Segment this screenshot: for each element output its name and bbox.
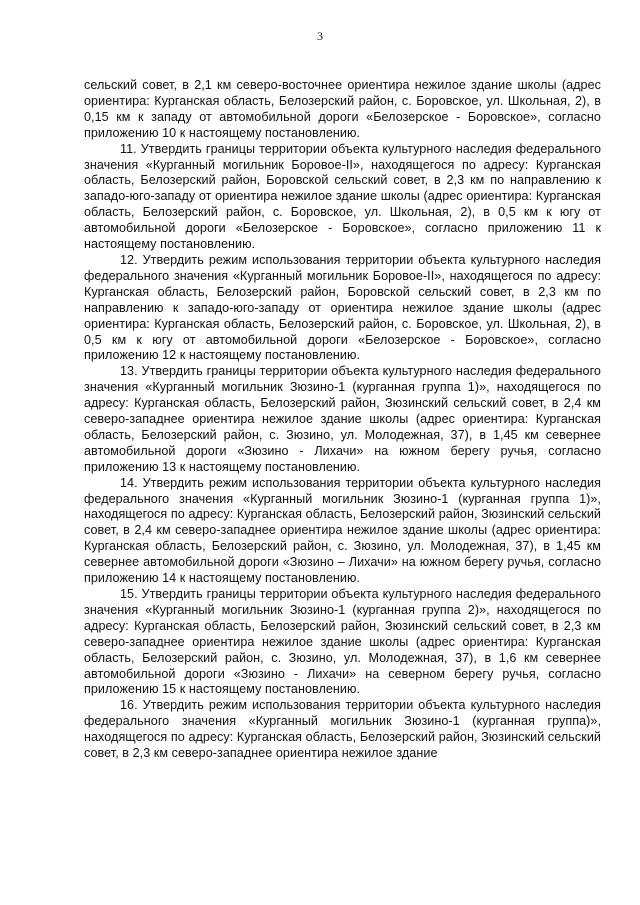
paragraph-item-14: 14. Утвердить режим использования территории объекта культурного наследия федерального значения «Курганный могильник Зюзино-1 (курганная группа 1)», находящегося по адресу: Курганская область, Белозерский район, Зюзинский сельский совет, в 2,4 км северо-западнее ориентира нежилое здание школы (адрес ориентира: Курганская область, Белозерский район, с. Зюзино, ул. Молодежная, 37), в 1,45 км севернее автомобильной дороги «Зюзино – Лихачи» на южном берегу ручья, согласно приложению 14 к настоящему постановлению.	[84, 475, 601, 586]
page-number: 3	[317, 29, 323, 43]
paragraph-item-12: 12. Утвердить режим использования территории объекта культурного наследия федерального значения «Курганный могильник Боровое-II», находящегося по адресу: Курганская область, Белозерский район, Боровской сельский совет, в 2,3 км по направлению к западо-юго-западу от ориентира нежилое здание школы (адрес ориентира: Курганская область, Белозерский район, с. Боровское, ул. Школьная, 2), в 0,5 км к югу от автомобильной дороги «Белозерское - Боровское», согласно приложению 12 к настоящему постановлению.	[84, 252, 601, 363]
document-body	[84, 78, 601, 762]
paragraph-continuation: сельский совет, в 2,1 км северо-восточнее ориентира нежилое здание школы (адрес ориентира: Курганская область, Белозерский район, с. Боровское, ул. Школьная, 2), в 0,15 км к западу от автомобильной дороги «Белозерское - Боровское», согласно приложению 10 к настоящему постановлению.	[84, 78, 601, 140]
paragraph-item-11: 11. Утвердить границы территории объекта культурного наследия федерального значения «Курганный могильник Боровое-II», находящегося по адресу: Курганская область, Белозерский район, Боровской сельский совет, в 2,3 км по направлению к западо-юго-западу от ориентира нежилое здание школы (адрес ориентира: Курганская область, Белозерский район, с. Боровское, ул. Школьная, 2), в 0,5 км к югу от автомобильной дороги «Белозерское - Боровское», согласно приложению 11 к настоящему постановлению.	[84, 141, 601, 252]
paragraph-item-16: 16. Утвердить режим использования территории объекта культурного наследия федерального значения «Курганный могильник Зюзино-1 (курганная группа)», находящегося по адресу: Курганская область, Белозерский район, Зюзинский сельский совет, в 2,3 км северо-западнее ориентира нежилое здание	[84, 698, 601, 761]
paragraph-item-13: 13. Утвердить границы территории объекта культурного наследия федерального значения «Курганный могильник Зюзино-1 (курганная группа 1)», находящегося по адресу: Курганская область, Белозерский район, Зюзинский сельский совет, в 2,4 км северо-западнее ориентира нежилое здание школы (адрес ориентира: Курганская область, Белозерский район, с. Зюзино, ул. Молодежная, 37), в 1,45 км севернее автомобильной дороги «Зюзино - Лихачи» на южном берегу ручья, согласно приложению 13 к настоящему постановлению.	[84, 364, 601, 474]
paragraph-item-15: 15. Утвердить границы территории объекта культурного наследия федерального значения «Курганный могильник Зюзино-1 (курганная группа 2)», находящегося по адресу: Курганская область, Белозерский район, Зюзинский сельский совет, в 2,3 км северо-западнее ориентира нежилое здание школы (адрес ориентира: Курганская область, Белозерский район, с. Зюзино, ул. Молодежная, 37), в 1,6 км севернее автомобильной дороги «Зюзино - Лихачи» на северном берегу ручья, согласно приложению 15 к настоящему постановлению.	[84, 587, 601, 697]
